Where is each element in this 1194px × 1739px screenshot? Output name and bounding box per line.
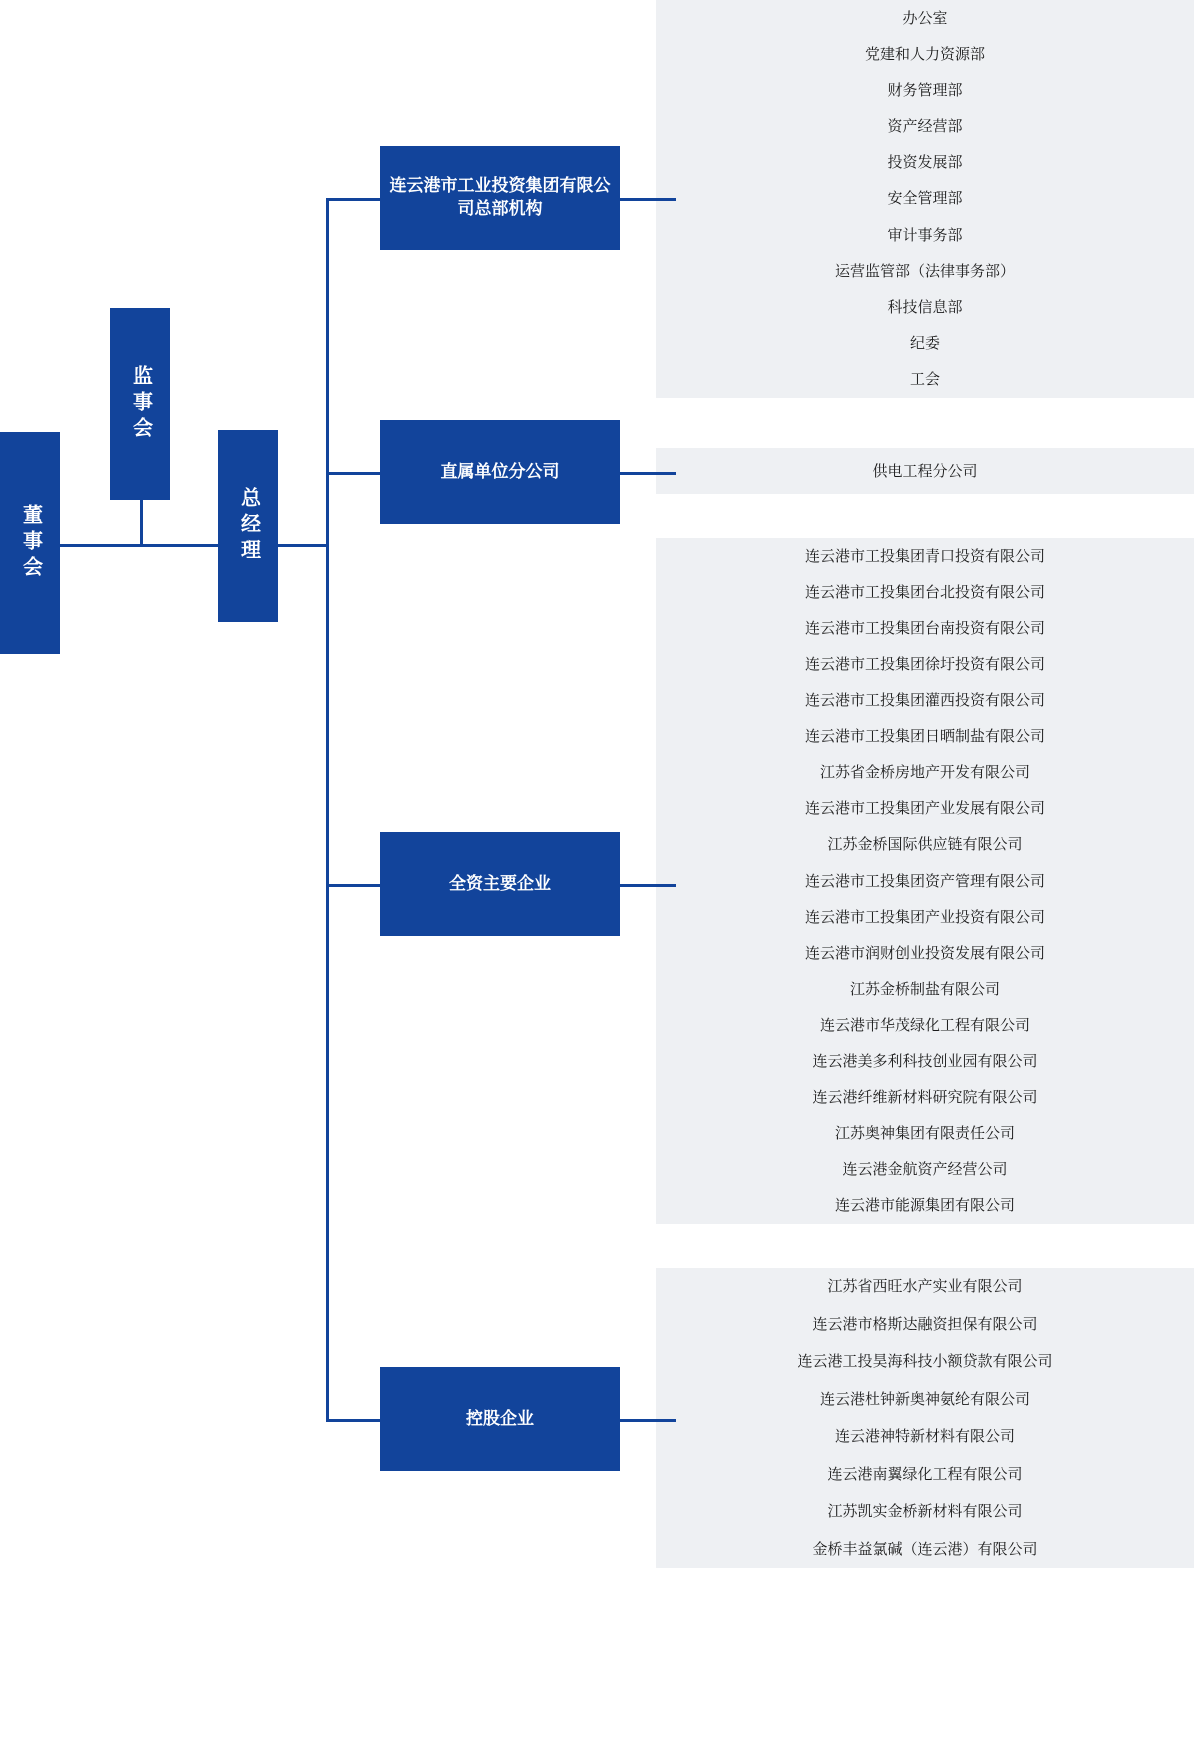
wholly-owned-item[interactable]: 江苏省金桥房地产开发有限公司	[819, 764, 1030, 782]
wholly-owned-item[interactable]: 连云港市工投集团产业发展有限公司	[804, 800, 1045, 818]
connector-wholly-panel	[620, 884, 676, 887]
node-branch-units-label: 直属单位分公司	[440, 461, 560, 481]
node-wholly-owned-label: 全资主要企业	[449, 873, 551, 893]
wholly-owned-item[interactable]: 连云港市能源集团有限公司	[834, 1197, 1015, 1215]
wholly-owned-item[interactable]: 江苏金桥制盐有限公司	[849, 980, 1000, 998]
connector-spine-wholly	[326, 884, 382, 887]
node-holding[interactable]	[380, 1367, 620, 1471]
department-item[interactable]: 投资发展部	[887, 154, 963, 172]
node-general-manager-label: 总经理	[237, 487, 260, 565]
connector-spine-holding	[326, 1419, 382, 1422]
department-item[interactable]: 工会	[909, 371, 940, 389]
holding-enterprise-item[interactable]: 连云港市格斯达融资担保有限公司	[812, 1315, 1038, 1333]
holding-enterprise-item[interactable]: 金桥丰益氯碱（连云港）有限公司	[812, 1540, 1038, 1558]
wholly-owned-item[interactable]: 连云港市华茂绿化工程有限公司	[819, 1016, 1030, 1034]
connector-board-to-gm	[140, 544, 222, 547]
node-wholly-owned[interactable]	[380, 832, 620, 936]
department-item[interactable]: 运营监管部（法律事务部）	[834, 262, 1015, 280]
wholly-owned-item[interactable]: 江苏奥神集团有限责任公司	[834, 1125, 1015, 1143]
node-supervisory-board[interactable]	[110, 308, 170, 500]
department-item[interactable]: 纪委	[909, 335, 940, 353]
connector-board-right	[60, 544, 142, 547]
panel-headquarters-departments	[656, 0, 1194, 398]
panel-wholly-owned-enterprises	[656, 538, 1194, 1224]
wholly-owned-item[interactable]: 连云港市工投集团台北投资有限公司	[804, 583, 1045, 601]
wholly-owned-item[interactable]: 连云港市润财创业投资发展有限公司	[804, 944, 1045, 962]
department-item[interactable]: 党建和人力资源部	[864, 45, 985, 63]
wholly-owned-item[interactable]: 连云港市工投集团产业投资有限公司	[804, 908, 1045, 926]
holding-enterprise-item[interactable]: 连云港杜钟新奥神氨纶有限公司	[819, 1390, 1030, 1408]
wholly-owned-item[interactable]: 连云港市工投集团灌西投资有限公司	[804, 692, 1045, 710]
wholly-owned-item[interactable]: 连云港市工投集团日晒制盐有限公司	[804, 728, 1045, 746]
node-general-manager[interactable]	[218, 430, 278, 622]
node-board[interactable]	[0, 432, 60, 654]
panel-holding-enterprises	[656, 1268, 1194, 1568]
connector-holding-panel	[620, 1419, 676, 1422]
holding-enterprise-item[interactable]: 江苏凯实金桥新材料有限公司	[827, 1503, 1023, 1521]
connector-spine-headquarters	[326, 198, 382, 201]
panel-branch-units	[656, 448, 1194, 494]
wholly-owned-item[interactable]: 连云港市工投集团青口投资有限公司	[804, 547, 1045, 565]
branch-unit-item[interactable]: 供电工程分公司	[872, 462, 978, 480]
node-headquarters[interactable]	[380, 146, 620, 250]
department-item[interactable]: 资产经营部	[887, 118, 963, 136]
connector-gm-right	[278, 544, 328, 547]
connector-headquarters-panel	[620, 198, 676, 201]
wholly-owned-item[interactable]: 连云港市工投集团徐圩投资有限公司	[804, 655, 1045, 673]
connector-branch-panel	[620, 472, 676, 475]
wholly-owned-item[interactable]: 连云港美多利科技创业园有限公司	[812, 1052, 1038, 1070]
department-item[interactable]: 审计事务部	[887, 226, 963, 244]
node-holding-label: 控股企业	[466, 1408, 534, 1428]
holding-enterprise-item[interactable]: 连云港工投昊海科技小额贷款有限公司	[797, 1353, 1053, 1371]
connector-spine-branch	[326, 472, 382, 475]
wholly-owned-item[interactable]: 江苏金桥国际供应链有限公司	[827, 836, 1023, 854]
department-item[interactable]: 办公室	[902, 9, 948, 27]
wholly-owned-item[interactable]: 连云港市工投集团台南投资有限公司	[804, 619, 1045, 637]
wholly-owned-item[interactable]: 连云港金航资产经营公司	[842, 1161, 1008, 1179]
wholly-owned-item[interactable]: 连云港市工投集团资产管理有限公司	[804, 872, 1045, 890]
connector-main-spine	[326, 198, 329, 1420]
node-board-label: 董事会	[19, 504, 42, 582]
department-item[interactable]: 安全管理部	[887, 190, 963, 208]
department-item[interactable]: 财务管理部	[887, 81, 963, 99]
department-item[interactable]: 科技信息部	[887, 299, 963, 316]
node-headquarters-label: 连云港市工业投资集团有限公司总部机构	[389, 176, 611, 218]
holding-enterprise-item[interactable]: 连云港神特新材料有限公司	[834, 1428, 1015, 1446]
wholly-owned-item[interactable]: 连云港纤维新材料研究院有限公司	[812, 1089, 1038, 1107]
holding-enterprise-item[interactable]: 江苏省西旺水产实业有限公司	[827, 1278, 1023, 1296]
node-branch-units[interactable]	[380, 420, 620, 524]
holding-enterprise-item[interactable]: 连云港南翼绿化工程有限公司	[827, 1465, 1023, 1483]
node-supervisory-board-label: 监事会	[129, 365, 152, 443]
connector-supervisory-down	[140, 498, 143, 546]
